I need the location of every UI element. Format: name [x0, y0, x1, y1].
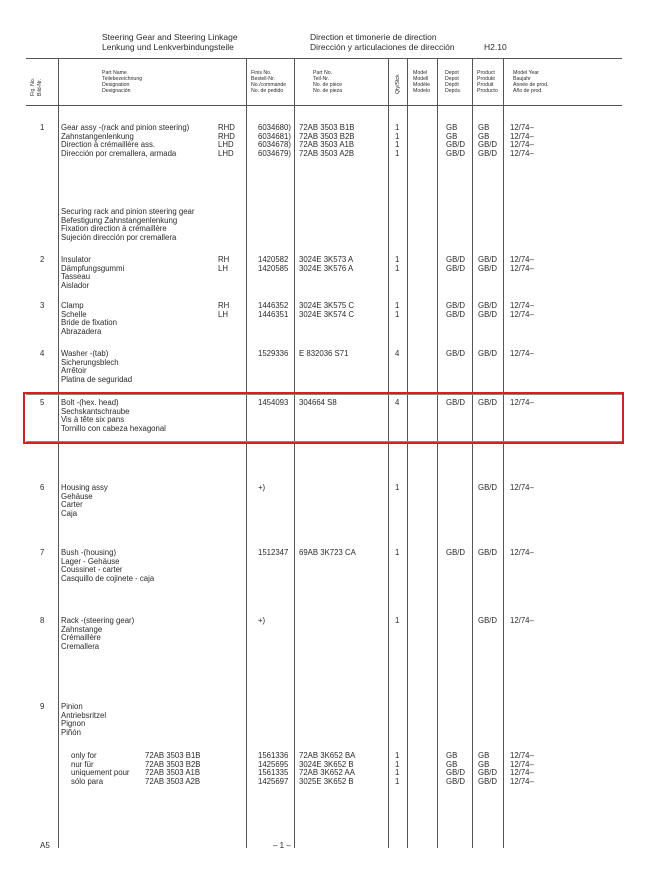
part-description: Gehäuse	[61, 491, 93, 501]
title-left-de: Lenkung und Lenkverbindungsteile	[102, 41, 234, 52]
finis-number: +)	[258, 616, 266, 625]
header-top-rule	[26, 58, 622, 59]
part-description: Zahnstangenlenkung	[61, 131, 134, 141]
part-description: Vis à tête six pans	[61, 415, 125, 425]
product-code: GB/D	[478, 768, 498, 778]
model-year: 12/74–	[510, 768, 534, 778]
hdr-finis-es: No. de pedido	[251, 88, 284, 94]
finis-number: 6034678)	[258, 140, 291, 150]
part-description: Befestigung Zahnstangenlenkung	[61, 215, 178, 225]
model-reference: 72AB 3503 B1B	[145, 751, 201, 760]
part-description: Bush -(housing)	[61, 548, 117, 557]
quantity: 1	[395, 263, 400, 273]
finis-number: 6034681)	[258, 131, 291, 141]
product-code: GB/D	[478, 483, 498, 492]
depot-code: GB/D	[446, 263, 466, 273]
part-description: nur für	[71, 759, 94, 769]
depot-code: GB/D	[446, 255, 466, 264]
product-code: GB/D	[478, 616, 498, 625]
quantity: 1	[395, 140, 400, 150]
model-year: 12/74–	[510, 309, 534, 319]
fig-number: 8	[40, 616, 45, 625]
part-description: Crémaillère	[61, 633, 101, 643]
depot-code: GB/D	[446, 301, 466, 310]
hdr-finis-fr: No./commande	[251, 82, 287, 88]
quantity: 1	[395, 616, 400, 625]
hdr-product	[477, 70, 498, 94]
hdr-part-name-de: Teilebezeichnung	[102, 76, 143, 82]
hdr-part-no-de: Teil-Nr.	[313, 76, 330, 82]
finis-number: 1425695	[258, 759, 289, 769]
part-description: Gear assy -(rack and pinion steering)	[61, 123, 190, 132]
fig-number: 2	[40, 255, 45, 264]
hdr-part-no-es: No. de pieza	[313, 88, 343, 94]
model-year: 12/74–	[510, 131, 534, 141]
part-number: 72AB 3K652 AA	[299, 768, 355, 778]
product-code: GB/D	[478, 776, 498, 786]
hdr-finis-no	[251, 70, 286, 94]
side-code: LH	[218, 263, 228, 273]
part-description: Direction à crémaillère ass.	[61, 140, 156, 150]
part-number: 304664 S8	[299, 398, 337, 407]
hdr-year-en: Model Year	[513, 70, 539, 76]
model-year: 12/74–	[510, 483, 534, 492]
depot-code: GB/D	[446, 309, 466, 319]
model-year: 12/74–	[510, 759, 534, 769]
depot-code: GB	[446, 123, 458, 132]
depot-code: GB/D	[446, 140, 466, 150]
hdr-product-de: Produkt	[477, 76, 495, 82]
hdr-part-no-en: Part No.	[313, 70, 333, 76]
model-year: 12/74–	[510, 776, 534, 786]
footer-left: A5	[40, 841, 50, 850]
hdr-depot-fr: Dépôt	[445, 82, 459, 88]
hdr-depot-en: Depot	[445, 70, 459, 76]
product-code: GB/D	[478, 349, 498, 358]
model-year: 12/74–	[510, 148, 534, 158]
part-description: Housing assy	[61, 483, 108, 492]
hdr-year-fr: Année de prod.	[513, 82, 549, 88]
title-right-fr: Direction et timonerie de direction	[310, 32, 437, 42]
part-number: 72AB 3503 B1B	[299, 123, 355, 132]
hdr-product-en: Product	[477, 70, 495, 76]
part-description: Rack -(steering gear)	[61, 616, 135, 625]
model-year: 12/74–	[510, 616, 534, 625]
depot-code: GB/D	[446, 349, 466, 358]
part-description: Zahnstange	[61, 624, 103, 634]
quantity: 1	[395, 759, 400, 769]
finis-number: 1561336	[258, 751, 289, 760]
hdr-model-en: Model	[413, 70, 428, 76]
page-ref: H2.10	[484, 42, 507, 52]
part-number: 72AB 3503 A2B	[299, 148, 355, 158]
hdr-model	[413, 70, 430, 94]
highlight-box	[23, 392, 624, 444]
depot-code: GB/D	[446, 148, 466, 158]
part-description: only for	[71, 751, 97, 760]
part-number: 72AB 3503 B2B	[299, 131, 355, 141]
depot-code: GB/D	[446, 548, 466, 557]
fig-number: 5	[40, 398, 45, 407]
depot-code: GB	[446, 751, 458, 760]
finis-number: 1561335	[258, 768, 289, 778]
part-description: Sicherungsblech	[61, 357, 119, 367]
hdr-bild-nr: Bild-Nr.	[37, 78, 43, 96]
finis-number: 1454093	[258, 398, 289, 407]
part-description: Securing rack and pinion steering gear	[61, 207, 195, 216]
part-number: 72AB 3503 A1B	[299, 140, 355, 150]
title-left	[102, 33, 238, 52]
part-number: 3024E 3K652 B	[299, 759, 354, 769]
part-number: 69AB 3K723 CA	[299, 548, 356, 557]
hdr-part-name-es: Designación	[102, 88, 131, 94]
part-number: 72AB 3K652 BA	[299, 751, 356, 760]
hdr-product-es: Producto	[477, 88, 498, 94]
part-description: Platina de seguridad	[61, 374, 133, 384]
fig-number: 7	[40, 548, 45, 557]
hdr-product-fr: Produit	[477, 82, 494, 88]
hdr-model-de: Modell	[413, 76, 429, 82]
part-description: Lager - Gehäuse	[61, 556, 120, 566]
part-description: Clamp	[61, 301, 84, 310]
product-code: GB/D	[478, 398, 498, 407]
col-divider-part	[388, 58, 389, 848]
product-code: GB	[478, 131, 490, 141]
model-year: 12/74–	[510, 140, 534, 150]
finis-number: 1420582	[258, 255, 289, 264]
depot-code: GB/D	[446, 776, 466, 786]
part-description: Dämpfungsgummi	[61, 263, 125, 273]
model-year: 12/74–	[510, 255, 534, 264]
finis-number: 1512347	[258, 548, 289, 557]
hdr-part-no	[313, 70, 342, 94]
product-code: GB/D	[478, 263, 498, 273]
model-year: 12/74–	[510, 398, 534, 407]
footer-page-number: – 1 –	[273, 841, 291, 850]
hdr-part-no-fr: No. de pièce	[313, 82, 343, 88]
part-number: 3024E 3K575 C	[299, 301, 355, 310]
model-reference: 72AB 3503 A2B	[145, 776, 201, 786]
part-number: 3024E 3K573 A	[299, 255, 354, 264]
title-right-es: Dirección y articulaciones de dirección	[310, 41, 455, 52]
hdr-depot	[445, 70, 461, 94]
quantity: 1	[395, 148, 400, 158]
model-year: 12/74–	[510, 301, 534, 310]
col-divider-model	[437, 58, 438, 848]
part-description: Washer -(tab)	[61, 349, 109, 358]
finis-number: 1529336	[258, 349, 289, 358]
header-bottom-rule	[26, 105, 622, 106]
hdr-finis-de: Bestell-Nr.	[251, 76, 275, 82]
product-code: GB/D	[478, 301, 498, 310]
product-code: GB/D	[478, 148, 498, 158]
model-year: 12/74–	[510, 123, 534, 132]
side-code: RHD	[218, 123, 235, 132]
fig-number: 4	[40, 349, 45, 358]
depot-code: GB/D	[446, 398, 466, 407]
quantity: 1	[395, 548, 400, 557]
part-description: Aislador	[61, 280, 90, 290]
side-code: RH	[218, 301, 230, 310]
title-left-en: Steering Gear and Steering Linkage	[102, 32, 238, 42]
finis-number: +)	[258, 483, 266, 492]
hdr-part-name-en: Part Name	[102, 70, 127, 76]
part-number: E 832036 S71	[299, 349, 349, 358]
part-description: Abrazadera	[61, 326, 102, 336]
quantity: 1	[395, 131, 400, 141]
part-number: 3024E 3K576 A	[299, 263, 354, 273]
hdr-model-fr: Modèle	[413, 82, 431, 88]
product-code: GB/D	[478, 255, 498, 264]
part-description: Cremallera	[61, 641, 100, 651]
quantity: 1	[395, 309, 400, 319]
part-description: uniquement pour	[71, 768, 130, 778]
part-description: Coussinet - carter	[61, 565, 123, 575]
finis-number: 1446352	[258, 301, 289, 310]
side-code: LH	[218, 309, 228, 319]
hdr-finis-en: Finis No.	[251, 70, 272, 76]
quantity: 1	[395, 751, 400, 760]
title-right	[310, 33, 455, 52]
hdr-model-es: Modelo	[413, 88, 431, 94]
part-description: sólo para	[71, 776, 104, 786]
product-code: GB/D	[478, 309, 498, 319]
model-year: 12/74–	[510, 548, 534, 557]
model-reference: 72AB 3503 A1B	[145, 768, 201, 778]
model-year: 12/74–	[510, 751, 534, 760]
part-description: Bride de fixation	[61, 318, 117, 328]
hdr-depot-es: Depós.	[445, 88, 462, 94]
product-code: GB/D	[478, 140, 498, 150]
quantity: 1	[395, 301, 400, 310]
quantity: 1	[395, 776, 400, 786]
quantity: 1	[395, 483, 400, 492]
hdr-part-name-fr: Designation	[102, 82, 130, 88]
col-divider-finis	[294, 58, 295, 848]
side-code: LHD	[218, 148, 234, 158]
hdr-year-de: Baujahr	[513, 76, 531, 82]
hdr-part-name	[102, 70, 142, 94]
quantity: 1	[395, 123, 400, 132]
part-number: 3024E 3K574 C	[299, 309, 355, 319]
part-description: Pignon	[61, 719, 86, 729]
col-divider-product	[503, 58, 504, 848]
hdr-qty: Qty/Stck	[395, 74, 401, 94]
part-description: Sujeción dirección por cremallera	[61, 232, 177, 242]
product-code: GB	[478, 123, 490, 132]
model-year: 12/74–	[510, 263, 534, 273]
col-divider-depot	[472, 58, 473, 848]
part-description: Tasseau	[61, 272, 91, 282]
hdr-depot-de: Depot	[445, 76, 459, 82]
fig-number: 6	[40, 483, 45, 492]
part-number: 3025E 3K652 B	[299, 776, 354, 786]
fig-number: 9	[40, 702, 45, 711]
hdr-model-year	[513, 70, 548, 94]
part-description: Antriebsritzel	[61, 710, 107, 720]
col-divider-qty	[407, 58, 408, 848]
side-code: LHD	[218, 140, 234, 150]
side-code: RHD	[218, 131, 235, 141]
hdr-fig-no: Fig. No.	[30, 77, 36, 96]
part-description: Insulator	[61, 255, 91, 264]
part-description: Schelle	[61, 309, 87, 319]
product-code: GB	[478, 759, 490, 769]
part-description: Casquillo de cojinete - caja	[61, 573, 155, 583]
quantity: 4	[395, 398, 400, 407]
depot-code: GB	[446, 759, 458, 769]
part-description: Bolt -(hex. head)	[61, 398, 119, 407]
model-year: 12/74–	[510, 349, 534, 358]
product-code: GB/D	[478, 548, 498, 557]
part-description: Pinion	[61, 702, 83, 711]
part-description: Piñón	[61, 727, 81, 737]
finis-number: 1420585	[258, 263, 289, 273]
hdr-year-es: Año de prod.	[513, 88, 543, 94]
quantity: 1	[395, 768, 400, 778]
part-description: Dirección por cremallera, armada	[61, 148, 177, 158]
finis-number: 1425697	[258, 776, 289, 786]
part-description: Fixation direction à crémaillère	[61, 224, 167, 234]
part-description: Caja	[61, 508, 78, 518]
quantity: 4	[395, 349, 400, 358]
part-description: Arrêtoir	[61, 366, 87, 376]
finis-number: 6034679)	[258, 148, 291, 158]
depot-code: GB/D	[446, 768, 466, 778]
fig-number: 1	[40, 123, 45, 132]
part-description: Carter	[61, 500, 83, 510]
fig-number: 3	[40, 301, 45, 310]
col-divider-name	[246, 58, 247, 848]
depot-code: GB	[446, 131, 458, 141]
side-code: RH	[218, 255, 230, 264]
part-description: Sechskantschraube	[61, 406, 130, 416]
finis-number: 1446351	[258, 309, 289, 319]
col-divider-fig	[58, 58, 59, 848]
model-reference: 72AB 3503 B2B	[145, 759, 201, 769]
finis-number: 6034680)	[258, 123, 291, 132]
quantity: 1	[395, 255, 400, 264]
product-code: GB	[478, 751, 490, 760]
part-description: Tornillo con cabeza hexagonal	[61, 423, 166, 433]
